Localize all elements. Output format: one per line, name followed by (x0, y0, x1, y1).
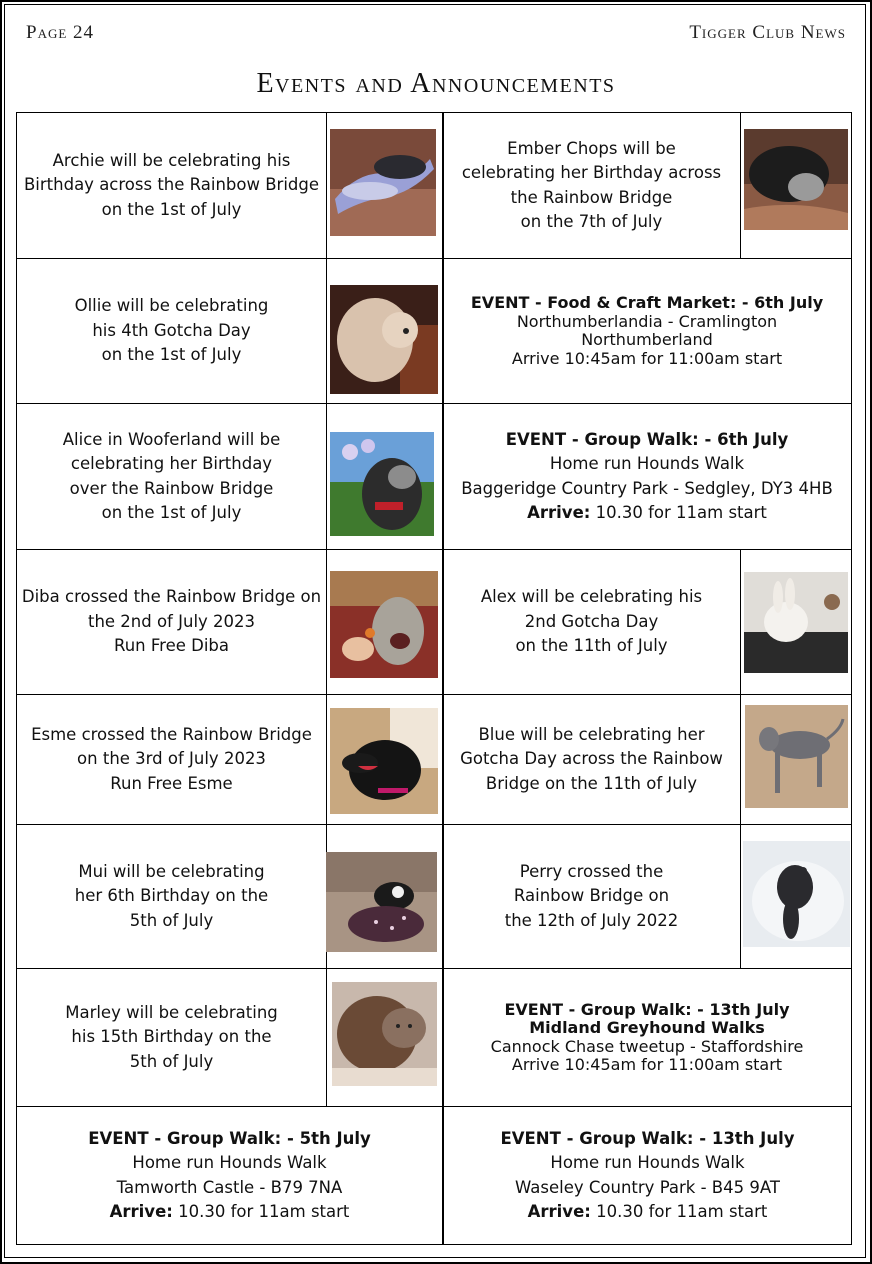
dog-on-sofa-photo (326, 852, 437, 952)
event-line: Northumberlandia - Cramlington (516, 311, 778, 331)
poodle-photo (330, 285, 438, 394)
dog-on-cushion-photo (744, 129, 848, 230)
announcement-line: Ember Chops will be (507, 138, 676, 158)
announcement-alice (17, 404, 326, 549)
dog-with-flowers-photo (330, 432, 434, 536)
announcement-line: 5th of July (129, 1051, 214, 1071)
announcement-line: on the 11th of July (515, 636, 668, 656)
event-group-walk-13th-midland (443, 969, 851, 1106)
announcement-archie (17, 113, 326, 258)
event-line: Home run Hounds Walk (550, 1153, 745, 1172)
event-line: Home run Hounds Walk (132, 1153, 327, 1172)
photo-divider (740, 549, 741, 824)
event-group-walk-5th (17, 1107, 442, 1244)
announcement-line: the Rainbow Bridge (510, 187, 673, 207)
event-group-walk-6th (443, 404, 851, 549)
rabbit-photo (744, 572, 848, 673)
announcement-line: his 15th Birthday on the (71, 1027, 272, 1047)
announcement-blue (443, 695, 740, 824)
announcement-line: on the 1st of July (101, 199, 242, 219)
announcement-mui (17, 825, 326, 968)
announcement-marley (17, 969, 326, 1106)
announcement-line: the 12th of July 2022 (504, 910, 679, 930)
announcement-line: Archie will be celebrating his (52, 150, 291, 170)
announcement-line: Mui will be celebrating (78, 861, 265, 881)
greyhound-lying-photo (330, 129, 436, 236)
announcement-line: on the 1st of July (101, 503, 242, 522)
announcement-ember-chops (443, 113, 740, 258)
black-greyhound-photo (330, 708, 438, 814)
event-food-craft-market (443, 259, 851, 403)
event-group-walk-13th-waseley (444, 1107, 851, 1244)
arrive-label: Arrive: (527, 1202, 591, 1221)
announcement-line: Perry crossed the (519, 861, 664, 881)
event-title: EVENT - Group Walk: - 13th July (504, 999, 790, 1019)
announcement-line: on the 7th of July (520, 212, 663, 231)
announcement-line: Run Free Esme (110, 773, 233, 793)
announcement-ollie (17, 259, 326, 403)
event-title: EVENT - Food & Craft Market: - 6th July (470, 293, 824, 312)
announcement-line: the 2nd of July 2023 (87, 611, 256, 631)
photo-divider (740, 113, 741, 258)
announcement-alex (443, 550, 740, 694)
announcement-line: her 6th Birthday on the (74, 886, 269, 906)
announcement-line: Gotcha Day across the Rainbow (460, 749, 723, 769)
event-line: Arrive 10:45am for 11:00am start (511, 1055, 783, 1074)
fluffy-cat-photo (332, 982, 437, 1086)
announcement-line: Run Free Diba (113, 636, 230, 656)
announcement-esme (17, 695, 326, 824)
event-line: Arrive 10:45am for 11:00am start (511, 348, 783, 368)
event-line: Northumberland (581, 330, 713, 349)
event-line: Baggeridge Country Park - Sedgley, DY3 4HB (461, 478, 833, 498)
announcement-line: Alex will be celebrating his (480, 587, 703, 607)
announcement-line: Blue will be celebrating her (478, 724, 705, 744)
event-line: Home run Hounds Walk (549, 454, 745, 473)
event-title: EVENT - Group Walk: - 5th July (88, 1128, 371, 1148)
announcement-perry (443, 825, 740, 968)
announcement-line: Esme crossed the Rainbow Bridge (31, 724, 312, 744)
arrive-label: Arrive: (109, 1202, 173, 1221)
event-line: Tamworth Castle - B79 7NA (116, 1177, 343, 1197)
announcement-line: over the Rainbow Bridge (69, 478, 274, 498)
arrive-time: 10.30 for 11am start (590, 503, 767, 522)
arrive-label: Arrive: (527, 503, 591, 522)
blue-whippet-photo (745, 705, 848, 808)
event-line: Cannock Chase tweetup - Staffordshire (490, 1036, 804, 1056)
newsletter-name: Tigger Club News (689, 22, 846, 43)
event-subtitle: Midland Greyhound Walks (529, 1018, 765, 1037)
arrive-time: 10.30 for 11am start (590, 1202, 768, 1221)
announcement-line: on the 1st of July (101, 345, 242, 365)
announcement-diba (17, 550, 326, 694)
announcement-line: on the 3rd of July 2023 (77, 749, 266, 769)
dog-in-blanket-photo (743, 841, 850, 947)
announcement-line: 5th of July (129, 910, 214, 930)
announcement-line: Alice in Wooferland will be (62, 429, 281, 449)
arrive-time: 10.30 for 11am start (172, 1202, 350, 1221)
announcement-line: celebrating her Birthday across (461, 163, 722, 182)
event-title: EVENT - Group Walk: - 13th July (500, 1128, 795, 1148)
announcement-line: Diba crossed the Rainbow Bridge on (21, 587, 322, 607)
announcement-line: his 4th Gotcha Day (92, 320, 251, 340)
announcement-line: Marley will be celebrating (65, 1002, 278, 1022)
event-line: Waseley Country Park - B45 9AT (515, 1177, 780, 1197)
announcement-line: 2nd Gotcha Day (524, 611, 659, 631)
event-title: EVENT - Group Walk: - 6th July (505, 429, 789, 449)
page-number: Page 24 (26, 22, 95, 43)
lurcher-treat-photo (330, 571, 438, 678)
announcement-line: celebrating her Birthday (70, 454, 273, 473)
photo-divider (740, 824, 741, 968)
page-title: Events and Announcements (256, 68, 616, 99)
announcement-line: Birthday across the Rainbow Bridge (23, 175, 320, 195)
events-grid (16, 112, 852, 1245)
photo-divider (326, 113, 327, 1106)
announcement-line: Ollie will be celebrating (74, 296, 269, 316)
announcement-line: Bridge on the 11th of July (485, 773, 698, 793)
announcement-line: Rainbow Bridge on (513, 886, 670, 906)
